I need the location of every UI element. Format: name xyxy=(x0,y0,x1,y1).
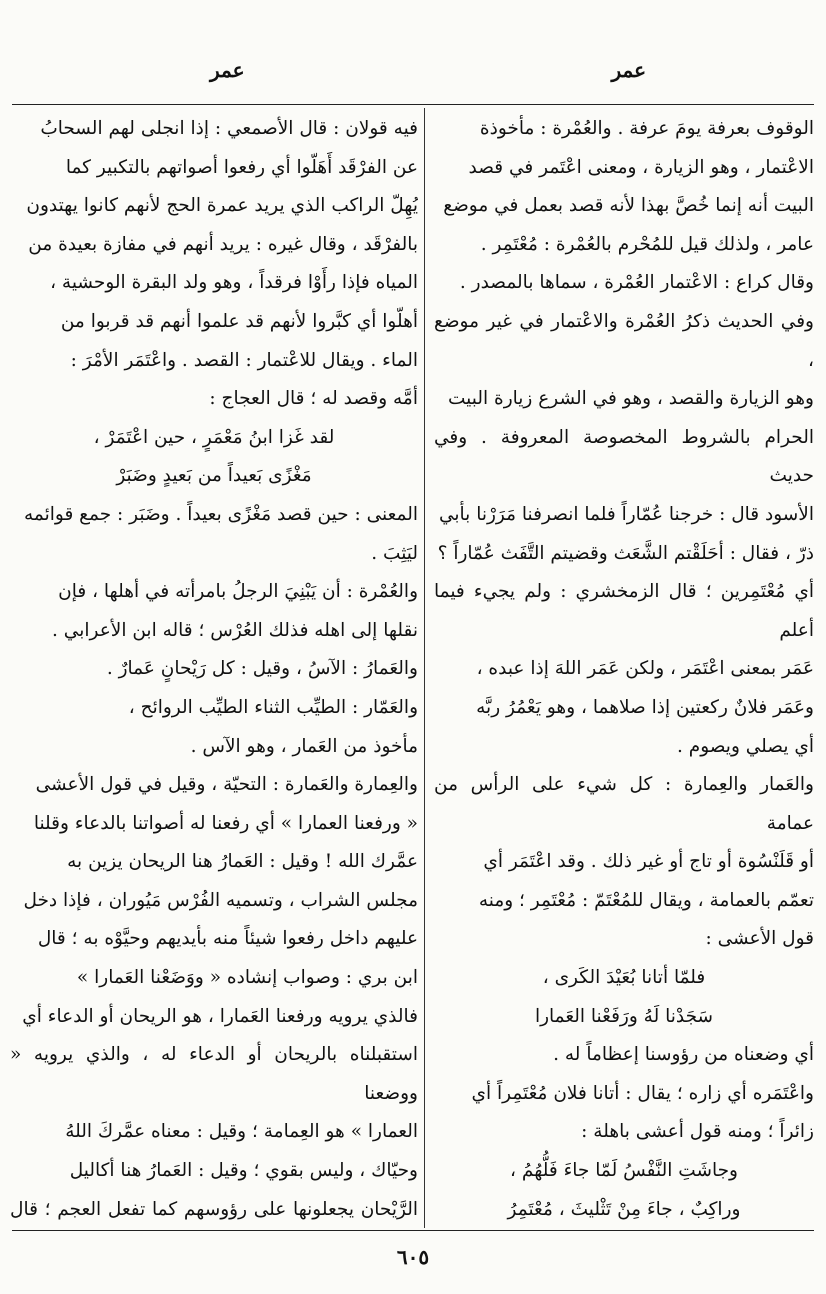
text-line: والعَمار والعِمارة : كل شيء على الرأس من عمامة xyxy=(434,774,814,834)
left-headword: عمر xyxy=(210,58,245,82)
text-line: العمارا » هو العِمامة ؛ وقيل : معناه عمَّركَ اللهُ xyxy=(65,1121,418,1143)
text-line: فيه قولان : قال الأصمعي : إذا انجلى لهم السحابُ xyxy=(40,118,418,139)
text-line: ابن بري : وصواب إنشاده « ووَضَعْنا العَمارا » xyxy=(76,967,418,989)
text-line: أي يصلي ويصوم . xyxy=(676,735,814,757)
text-line: الوقوف بعرفة يومَ عرفة . والعُمْرة : مأخوذة xyxy=(479,118,814,139)
verse-line: سَجَدْنا لَهُ ورَفَعْنا العَمارا xyxy=(534,1005,714,1027)
text-line: زائراً ؛ ومنه قول أعشى باهلة : xyxy=(581,1121,814,1143)
header-rule xyxy=(12,104,814,105)
right-column xyxy=(434,110,814,1225)
right-headword: عمر xyxy=(611,58,646,82)
left-column xyxy=(10,110,418,1225)
text-line: عليهم داخل رفعوا شيئاً منه بأيديهم وحيَّوْه به ؛ قال xyxy=(37,928,418,950)
text-line: تعمّم بالعمامة ، ويقال للمُعْتَمّ : مُعْتَمِر ؛ ومنه xyxy=(478,889,814,911)
text-line: أهلّوا أي كبَّروا لأنهم قد علموا أنهم قد قربوا من xyxy=(60,310,418,332)
text-line: يُهِلّ الراكب الذي يريد عمرة الحج لأنهم كانوا يهتدون xyxy=(26,195,418,217)
text-line: ليَثِبَ . xyxy=(371,542,418,564)
verse-line: فلمّا أتانا بُعَيْدَ الكَرى ، xyxy=(542,967,706,989)
text-line: وحيّاك ، وليس بقوي ؛ وقيل : العَمارُ هنا أكاليل xyxy=(69,1160,418,1182)
text-line: الرَّيْحان يجعلونها على رؤوسهم كما تفعل العجم ؛ قال xyxy=(10,1198,418,1220)
text-line: أي وضعناه من رؤوسنا إعظاماً له . xyxy=(553,1044,814,1066)
verse-line: لقد غَزا ابنُ مَعْمَرٍ ، حين اعْتَمَرْ ، xyxy=(93,426,335,448)
text-line: بالفرْقَد ، وقال غيره : يريد أنهم في مفازة بعيدة من xyxy=(28,233,418,255)
text-line: أمَّه وقصد له ؛ قال العجاج : xyxy=(209,388,418,410)
text-line: وقال كراع : الاعْتمار العُمْرة ، سماها بالمصدر . xyxy=(459,272,814,294)
text-line: وهو الزيارة والقصد ، وهو في الشرع زيارة البيت xyxy=(448,388,814,410)
text-line: قول الأعشى : xyxy=(705,928,814,950)
column-divider xyxy=(424,108,425,1228)
text-line: الماء . ويقال للاعْتمار : القصد . واعْتَمَر الأمْرَ : xyxy=(70,349,418,371)
text-line: المياه فإذا رأَوْا فرقداً ، وهو ولد البقرة الوحشية ، xyxy=(50,272,418,294)
text-line: الأسود قال : خرجنا عُمّاراً فلما انصرفنا مَرَرْنا بأبي xyxy=(438,503,814,525)
footer-rule xyxy=(12,1230,814,1231)
page-number: ٦٠٥ xyxy=(396,1245,430,1269)
text-line: مجلس الشراب ، وتسميه الفُرْس مَيُوران ، فإذا دخل xyxy=(23,889,418,911)
text-line: « ورفعنا العمارا » أي رفعنا له أصواتنا بالدعاء وقلنا xyxy=(33,812,418,834)
text-line: والعَمارُ : الآسُ ، وقيل : كل رَيْحانٍ عَمارٌ . xyxy=(106,658,418,680)
text-line: الحرام بالشروط المخصوصة المعروفة . وفي حديث xyxy=(434,426,814,487)
text-line: استقبلناه بالريحان أو الدعاء له ، والذي يرويه « ووضعنا xyxy=(10,1044,418,1104)
text-line: نقلها إلى اهله فذلك العُرْس ؛ قاله ابن الأعرابي . xyxy=(52,619,418,641)
text-line: وعَمَر فلانٌ ركعتين إذا صلاهما ، وهو يَعْمُرُ ربَّه xyxy=(476,696,814,718)
text-line: المعنى : حين قصد مَغْزًى بعيداً . وضَبَر : جمع قوائمه xyxy=(24,503,418,525)
text-line: والعِمارة والعَمارة : التحيّة ، وقيل في قول الأعشى xyxy=(35,774,418,796)
text-line: عن الفرْقَد أَهَلّوا أي رفعوا أصواتهم بالتكبير كما xyxy=(65,156,418,178)
verse-line: وجاشَتِ النَّفْسُ لَمّا جاءَ فَلُّهُمُ ، xyxy=(510,1160,738,1182)
text-line: عامر ، ولذلك قيل للمُحْرم بالعُمْرة : مُعْتَمِر . xyxy=(480,233,814,255)
verse-line: مَغْزًى بَعيداً من بَعيدٍ وضَبَرْ xyxy=(116,465,312,487)
verse-line: وراكِبٌ ، جاءَ مِنْ تَثْليثَ ، مُعْتَمِرُ xyxy=(507,1198,741,1220)
text-line: أي مُعْتَمِرين ؛ قال الزمخشري : ولم يجيء فيما أعلم xyxy=(434,581,814,641)
text-line: البيت أنه إنما خُصَّ بهذا لأنه قصد بعمل في موضع xyxy=(443,195,814,217)
text-line: واعْتَمَره أي زاره ؛ يقال : أتانا فلان مُعْتَمِراً أي xyxy=(471,1082,814,1104)
text-line: عمَّرك الله ! وقيل : العَمارُ هنا الريحان يزين به xyxy=(67,851,418,873)
text-line: عَمَر بمعنى اعْتَمَر ، ولكن عَمَر اللهَ إذا عبده ، xyxy=(476,658,814,680)
text-line: والعَمّار : الطيِّب الثناء الطيِّب الروائح ، xyxy=(128,696,418,718)
text-line: مأخوذ من العَمار ، وهو الآس . xyxy=(190,735,418,757)
text-line: أو قَلَنْسُوة أو تاج أو غير ذلك . وقد اعْتَمَر أي xyxy=(483,851,814,873)
text-line: الاعْتمار ، وهو الزيارة ، ومعنى اعْتَمر في قصد xyxy=(468,156,814,178)
text-line: فالذي يرويه ورفعنا العَمارا ، هو الريحان أو الدعاء أي xyxy=(22,1005,418,1027)
text-line: وفي الحديث ذكرُ العُمْرة والاعْتمار في غير موضع ، xyxy=(434,310,814,371)
text-line: والعُمْرة : أن يَبْنِيَ الرجلُ بامرأته في أهلها ، فإن xyxy=(58,581,418,603)
text-line: ذرّ ، فقال : أحَلَقْتم الشَّعَث وقضيتم التَّفَث عُمّاراً ؟ xyxy=(437,542,814,564)
